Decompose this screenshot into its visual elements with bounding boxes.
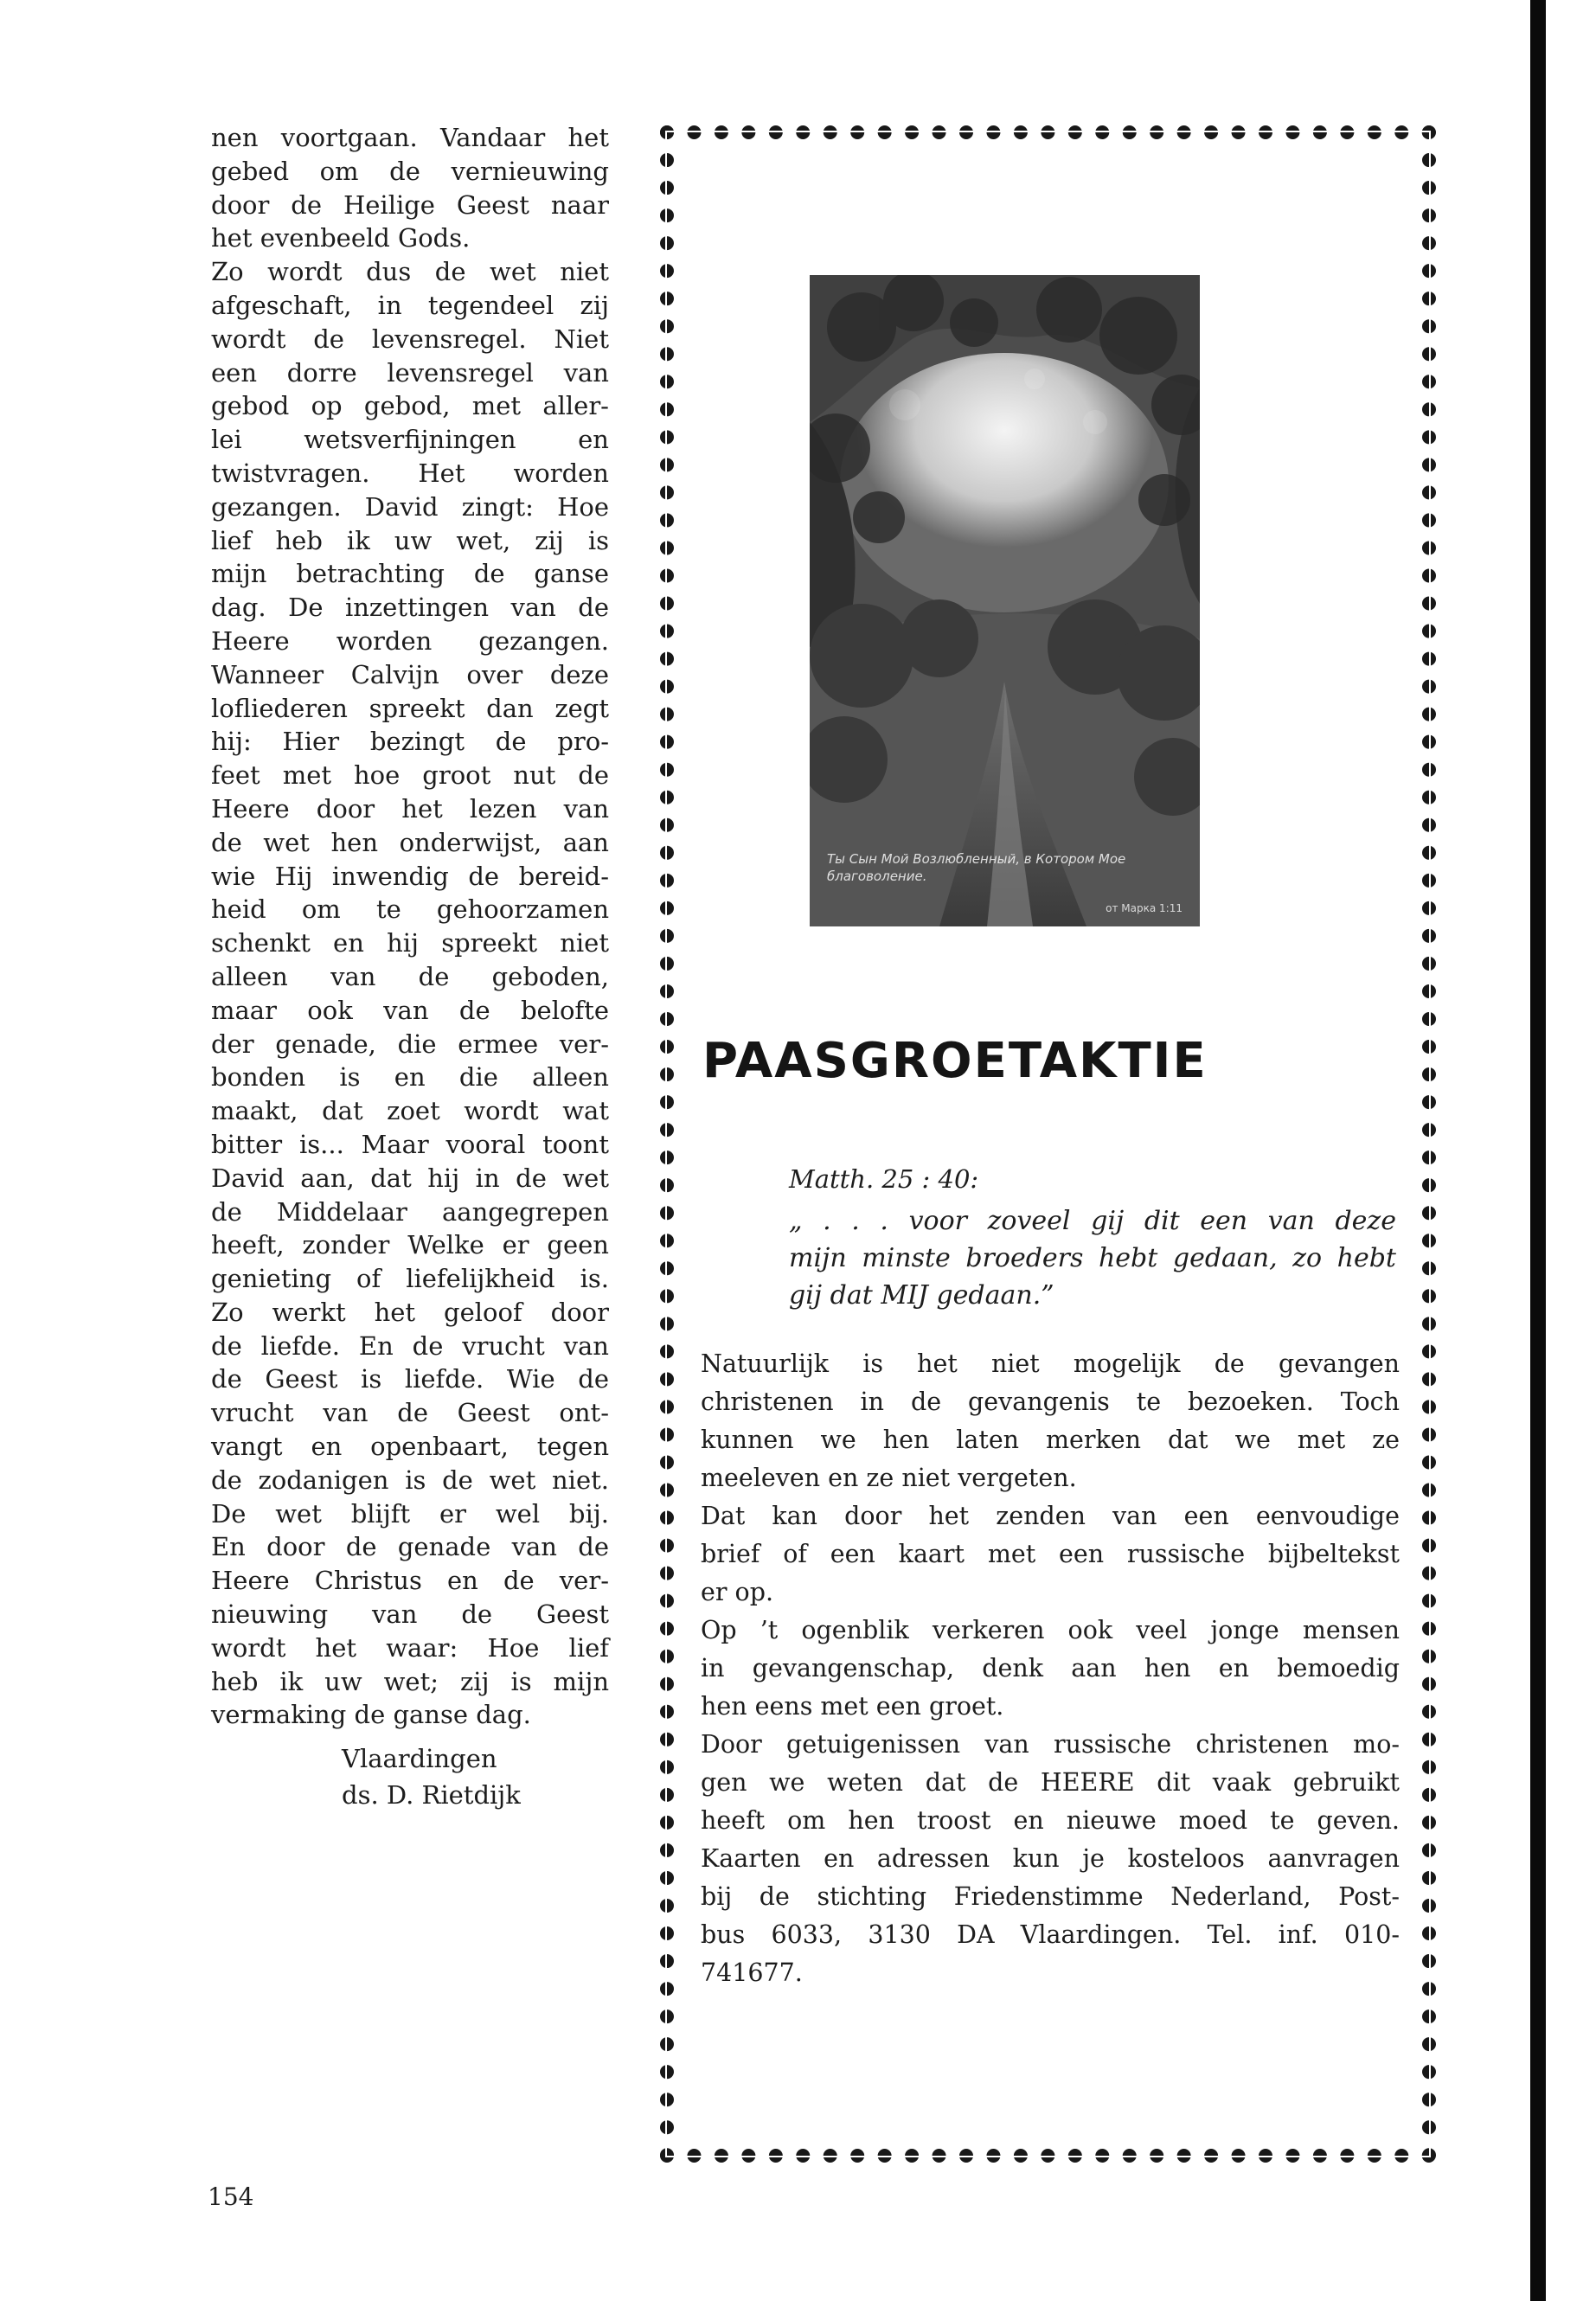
- signature-block: [342, 1740, 521, 1813]
- forest-scene-graphic: [810, 275, 1200, 926]
- text-line: door de Heilige Geest naar: [211, 189, 609, 220]
- text-line: lofliederen spreekt dan zegt: [211, 693, 609, 723]
- text-line: kunnen we hen laten merken dat we met ze: [701, 1426, 1400, 1454]
- text-line: het evenbeeld Gods.: [211, 223, 471, 253]
- text-line: gezangen. David zingt: Hoe: [211, 491, 609, 522]
- text-line: maakt, dat zoet wordt wat: [211, 1096, 609, 1126]
- text-line: Zo werkt het geloof door: [211, 1297, 609, 1327]
- text-line: Heere door het lezen van: [211, 793, 609, 824]
- text-line: gebed om de vernieuwing: [211, 156, 609, 186]
- bible-quote: [789, 1202, 1396, 1314]
- text-line: Heere Christus en de ver-: [211, 1566, 609, 1596]
- text-line: alleen van de geboden,: [211, 961, 609, 991]
- text-line: David aan, dat hij in de wet: [211, 1163, 609, 1193]
- text-line: gebod op gebod, met aller-: [211, 391, 609, 421]
- text-line: En door de genade van de: [211, 1532, 609, 1562]
- text-line: wordt de levensregel. Niet: [211, 324, 609, 354]
- text-line: de Middelaar aangegrepen: [211, 1196, 609, 1227]
- text-line: in gevangenschap, denk aan hen en bemoedig: [701, 1654, 1400, 1682]
- signature-author: ds. D. Rietdijk: [342, 1780, 521, 1810]
- text-line: 741677.: [701, 1958, 803, 1987]
- text-line: schenkt en hij spreekt niet: [211, 928, 609, 958]
- text-line: er op.: [701, 1578, 774, 1606]
- text-line: brief of een kaart met een russische bijbeltekst: [701, 1540, 1400, 1568]
- text-line: Kaarten en adressen kun je kosteloos aanvragen: [701, 1844, 1400, 1873]
- text-line: der genade, die ermee ver-: [211, 1029, 609, 1059]
- text-line: meeleven en ze niet vergeten.: [701, 1464, 1077, 1492]
- text-line: bus 6033, 3130 DA Vlaardingen. Tel. inf. 010-: [701, 1920, 1400, 1949]
- text-line: lief heb ik uw wet, zij is: [211, 525, 609, 555]
- text-line: Op ’t ogenblik verkeren ook veel jonge mensen: [701, 1616, 1400, 1644]
- text-line: wordt het waar: Hoe lief: [211, 1632, 609, 1663]
- text-line: bonden is en die alleen: [211, 1062, 609, 1093]
- text-line: vangt en openbaart, tegen: [211, 1432, 609, 1462]
- text-line: vermaking de ganse dag.: [211, 1700, 531, 1730]
- text-line: de wet hen onderwijst, aan: [211, 827, 609, 857]
- text-line: gen we weten dat de HEERE dit vaak gebruikt: [701, 1768, 1400, 1797]
- text-line: genieting of liefelijkheid is.: [211, 1264, 609, 1294]
- text-line: nieuwing van de Geest: [211, 1599, 609, 1630]
- text-line: vrucht van de Geest ont-: [211, 1398, 609, 1428]
- text-line: lei wetsverfijningen en: [211, 425, 609, 455]
- headline: PAASGROETAKTIE: [702, 1033, 1208, 1089]
- text-line: de zodanigen is de wet niet.: [211, 1465, 609, 1495]
- text-line: Wanneer Calvijn over deze: [211, 659, 609, 689]
- text-line: hij: Hier bezingt de pro-: [211, 727, 609, 757]
- photo-caption: Ты Сын Мой Возлюбленный, в Котором Мое благоволение.: [827, 851, 1126, 884]
- text-line: Zo wordt dus de wet niet: [211, 257, 609, 287]
- text-line: De wet blijft er wel bij.: [211, 1498, 609, 1529]
- text-line: de Geest is liefde. Wie de: [211, 1364, 609, 1394]
- article-left-column: [211, 121, 609, 1732]
- text-line: bitter is... Maar vooral toont: [211, 1129, 609, 1159]
- text-line: bij de stichting Friedenstimme Nederland, Post-: [701, 1882, 1400, 1911]
- text-line: feet met hoe groot nut de: [211, 760, 609, 791]
- text-line: Door getuigenissen van russische christenen mo-: [701, 1730, 1400, 1759]
- text-line: heid om te gehoorzamen: [211, 894, 609, 925]
- text-line: twistvragen. Het worden: [211, 458, 609, 488]
- text-line: heeft, zonder Welke er geen: [211, 1230, 609, 1260]
- forest-path-photo: [810, 275, 1200, 926]
- text-line: Dat kan door het zenden van een eenvoudige: [701, 1502, 1400, 1530]
- quote-line: gij dat MIJ gedaan.”: [789, 1280, 1054, 1311]
- text-line: een dorre levensregel van: [211, 357, 609, 388]
- text-line: maar ook van de belofte: [211, 995, 609, 1025]
- text-line: wie Hij inwendig de bereid-: [211, 861, 609, 891]
- photo-caption-reference: от Марка 1:11: [1106, 902, 1183, 914]
- text-line: heb ik uw wet; zij is mijn: [211, 1666, 609, 1696]
- text-line: afgeschaft, in tegendeel zij: [211, 290, 609, 320]
- text-line: heeft om hen troost en nieuwe moed te geven.: [701, 1806, 1400, 1835]
- text-line: Natuurlijk is het niet mogelijk de gevangen: [701, 1349, 1400, 1378]
- quote-line: mijn minste broeders hebt gedaan, zo hebt: [789, 1243, 1396, 1273]
- text-line: de liefde. En de vrucht van: [211, 1330, 609, 1361]
- box-body-text: [701, 1345, 1400, 1992]
- text-line: nen voortgaan. Vandaar het: [211, 123, 609, 152]
- text-line: christenen in de gevangenis te bezoeken. Toch: [701, 1388, 1400, 1416]
- bible-reference: Matth. 25 : 40:: [789, 1164, 979, 1194]
- signature-place: Vlaardingen: [342, 1744, 497, 1773]
- text-line: hen eens met een groet.: [701, 1692, 1004, 1721]
- page-number: 154: [208, 2182, 254, 2211]
- text-line: dag. De inzettingen van de: [211, 593, 609, 623]
- scan-edge-bar: [1530, 0, 1546, 2301]
- quote-line: „ . . . voor zoveel gij dit een van deze: [789, 1206, 1396, 1236]
- text-line: mijn betrachting de ganse: [211, 559, 609, 589]
- text-line: Heere worden gezangen.: [211, 625, 609, 656]
